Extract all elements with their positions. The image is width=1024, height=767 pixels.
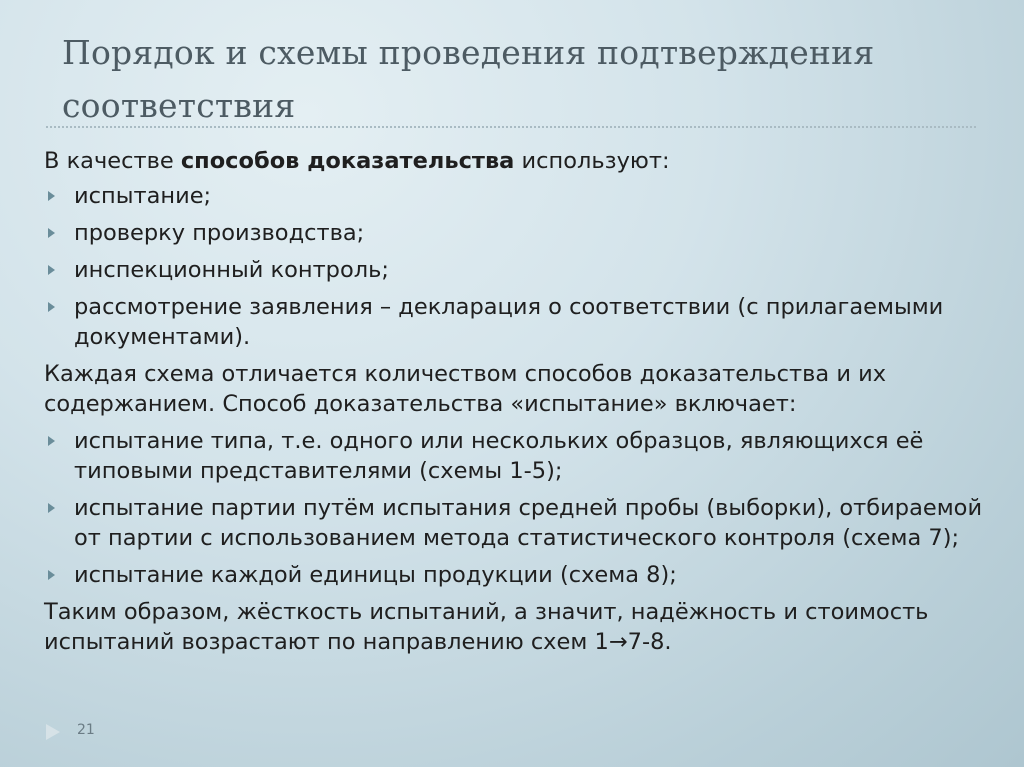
intro-paragraph (44, 146, 994, 176)
list-item-text: испытание партии путём испытания средней пробы (выборки), отбираемой от партии с использованием метода статистического контроля (схема 7); (74, 495, 983, 551)
triangle-bullet-icon (48, 436, 55, 446)
triangle-bullet-icon (48, 503, 55, 513)
list-item-text: проверку производства; (74, 220, 365, 246)
list-item (44, 255, 994, 285)
triangle-bullet-icon (48, 570, 55, 580)
intro-bold: способов доказательства (180, 148, 515, 174)
conclusion-text: Таким образом, жёсткость испытаний, а значит, надёжность и стоимость испытаний возрастают по направлению схем 1 (44, 599, 929, 655)
slide-title: Порядок и схемы проведения подтверждения соответствия (62, 33, 875, 125)
conclusion-paragraph (44, 597, 994, 657)
list-item (44, 181, 994, 211)
list-item-text: испытание; (74, 183, 212, 209)
conclusion-end: 7-8. (627, 629, 672, 655)
slide-content (44, 146, 994, 657)
triangle-bullet-icon (48, 302, 55, 312)
intro-prefix: В качестве (44, 148, 181, 174)
schemes-paragraph: Каждая схема отличается количеством способов доказательства и их содержанием. Способ доказательства «испытание» включает: (44, 361, 887, 417)
list-item (44, 218, 994, 248)
list-item-text: инспекционный контроль; (74, 257, 389, 283)
page-number: 21 (77, 722, 95, 738)
triangle-bullet-icon (48, 191, 55, 201)
triangle-bullet-icon (48, 228, 55, 238)
testing-types-list (44, 426, 994, 590)
triangle-bullet-icon (48, 265, 55, 275)
list-item-text: рассмотрение заявления – декларация о соответствии (с прилагаемыми документами). (74, 294, 944, 350)
list-item (44, 493, 994, 553)
list-item-text: испытание типа, т.е. одного или нескольких образцов, являющихся её типовыми представителями (схемы 1-5); (74, 428, 924, 484)
list-item (44, 560, 994, 590)
intro-suffix: используют: (514, 148, 670, 174)
title-divider (46, 126, 976, 128)
right-arrow-icon: → (608, 629, 628, 655)
methods-list (44, 181, 994, 352)
list-item-text: испытание каждой единицы продукции (схема 8); (74, 562, 677, 588)
list-item (44, 426, 994, 486)
list-item (44, 292, 994, 352)
footer-triangle-icon (46, 724, 60, 740)
